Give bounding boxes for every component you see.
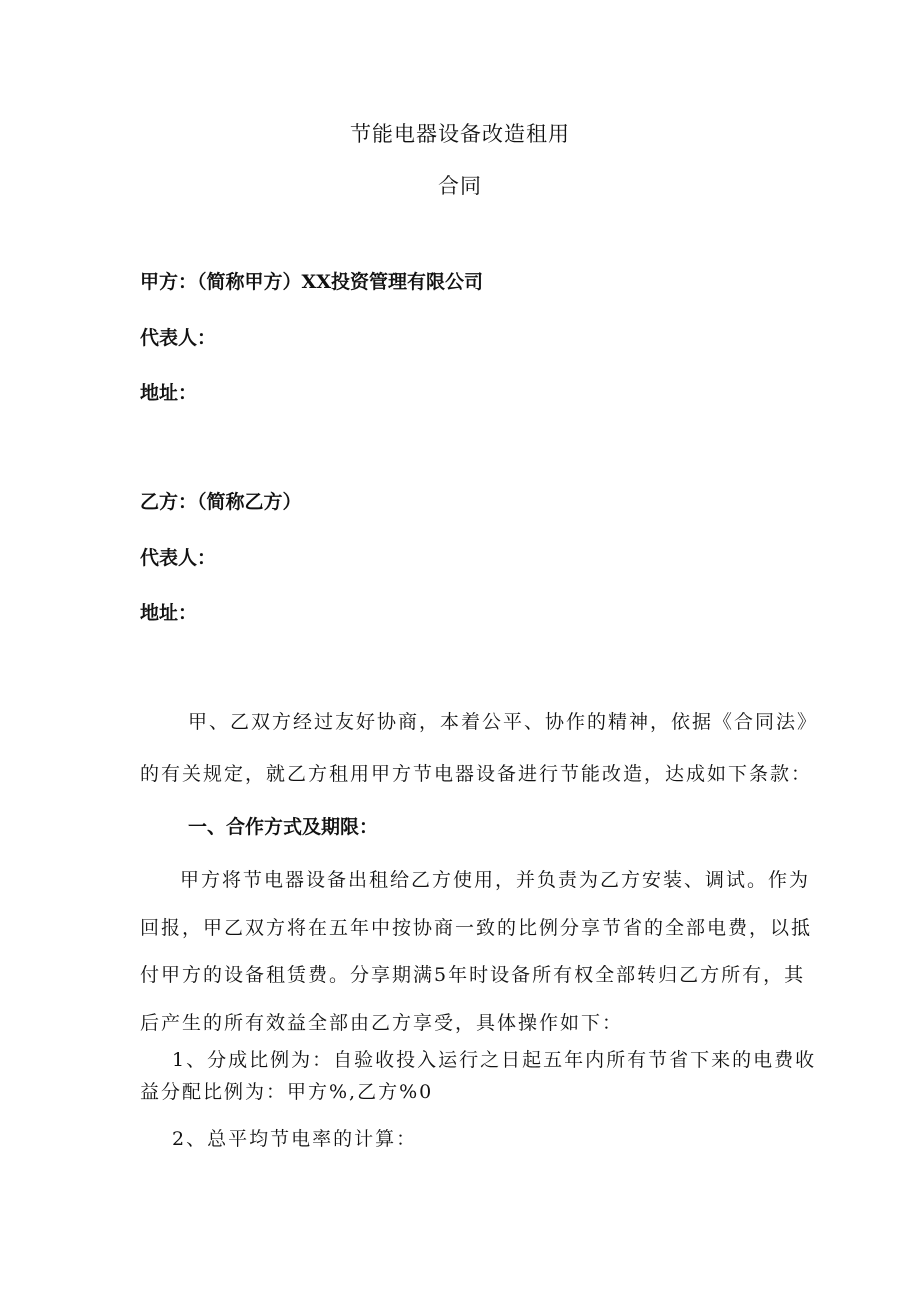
- preamble-line-1: 甲、乙双方经过友好协商，本着公平、协作的精神，依据《合同法》: [188, 711, 819, 733]
- section-1-heading: 一、合作方式及期限：: [188, 816, 379, 838]
- party-b-representative: 代表人：: [140, 547, 217, 569]
- party-b-address: 地址：: [140, 602, 198, 624]
- item-1-line-2: 益分配比例为：甲方%,乙方%0: [140, 1081, 434, 1103]
- section-1-paragraph-line-1: 甲方将节电器设备出租给乙方使用，并负责为乙方安装、调试。作为: [180, 869, 811, 891]
- section-1-paragraph-line-2: 回报，甲乙双方将在五年中按协商一致的比例分享节省的全部电费，以抵: [140, 917, 813, 939]
- section-1-paragraph-line-3: 付甲方的设备租赁费。分享期满5年时设备所有权全部转归乙方所有，其: [140, 964, 806, 986]
- party-b-label: 乙方：（简称乙方）: [140, 491, 302, 513]
- party-a-representative: 代表人：: [140, 327, 217, 349]
- preamble-line-2: 的有关规定，就乙方租用甲方节电器设备进行节能改造，达成如下条款：: [140, 763, 813, 785]
- document-title-line-2: 合同: [438, 174, 482, 198]
- item-1-line-1: 1、分成比例为：自验收投入运行之日起五年内所有节省下来的电费收: [172, 1049, 817, 1071]
- party-a-address: 地址：: [140, 382, 198, 404]
- section-1-paragraph-line-4: 后产生的所有效益全部由乙方享受，具体操作如下：: [140, 1012, 624, 1034]
- party-a-label: 甲方：（简称甲方）XX投资管理有限公司: [140, 271, 483, 293]
- document-title-line-1: 节能电器设备改造租用: [350, 122, 570, 146]
- item-2-heading: 2、总平均节电率的计算：: [172, 1128, 418, 1150]
